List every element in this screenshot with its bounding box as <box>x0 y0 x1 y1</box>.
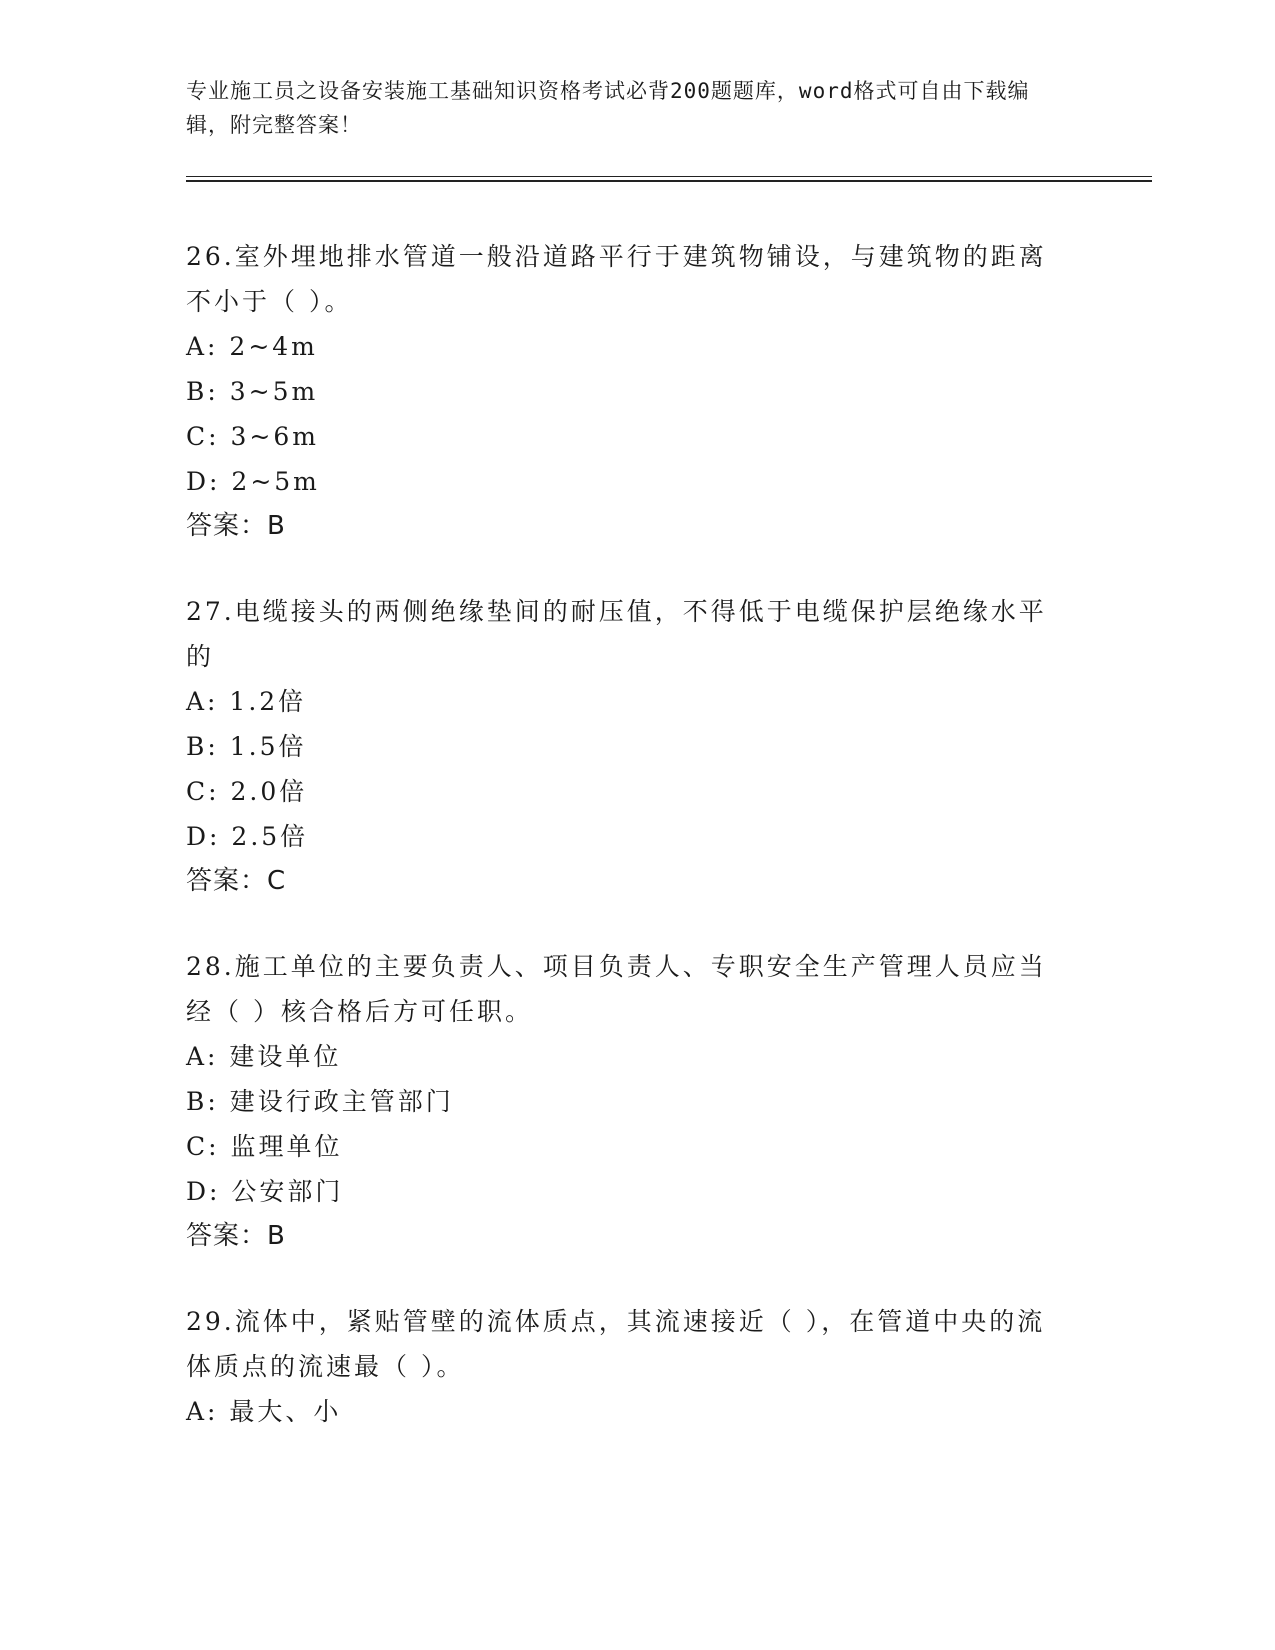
question-28 <box>186 944 1086 1259</box>
question-26 <box>186 234 1086 549</box>
option-d: D: 2.5倍 <box>186 822 309 851</box>
question-stem: 27.电缆接头的两侧绝缘垫间的耐压值，不得低于电缆保护层绝缘水平的 <box>186 597 1047 671</box>
option-a: A: 最大、小 <box>186 1397 342 1426</box>
question-29 <box>186 1299 1086 1434</box>
option-b: B: 1.5倍 <box>186 732 307 761</box>
header-divider <box>186 176 1152 182</box>
option-c: C: 监理单位 <box>186 1132 343 1161</box>
option-a: A: 2~4m <box>186 332 318 361</box>
answer-line: 答案：B <box>186 1221 286 1251</box>
option-c: C: 2.0倍 <box>186 777 308 806</box>
question-list <box>186 234 1086 1474</box>
question-stem: 29.流体中，紧贴管壁的流体质点，其流速接近（ ），在管道中央的流体质点的流速最（ ）。 <box>186 1307 1046 1381</box>
option-d: D: 2~5m <box>186 467 320 496</box>
option-a: A: 建设单位 <box>186 1042 342 1071</box>
question-stem: 28.施工单位的主要负责人、项目负责人、专职安全生产管理人员应当经（ ）核合格后方可任职。 <box>186 952 1047 1026</box>
question-stem: 26.室外埋地排水管道一般沿道路平行于建筑物铺设，与建筑物的距离不小于（ ）。 <box>186 242 1047 316</box>
document-header: 专业施工员之设备安装施工基础知识资格考试必背200题题库，word格式可自由下载编辑，附完整答案！ <box>186 79 1030 137</box>
option-c: C: 3~6m <box>186 422 319 451</box>
option-d: D: 公安部门 <box>186 1177 344 1206</box>
answer-line: 答案：C <box>186 866 287 896</box>
option-b: B: 3~5m <box>186 377 319 406</box>
option-b: B: 建设行政主管部门 <box>186 1087 454 1116</box>
option-a: A: 1.2倍 <box>186 687 307 716</box>
question-27 <box>186 589 1086 904</box>
answer-line: 答案：B <box>186 511 286 541</box>
